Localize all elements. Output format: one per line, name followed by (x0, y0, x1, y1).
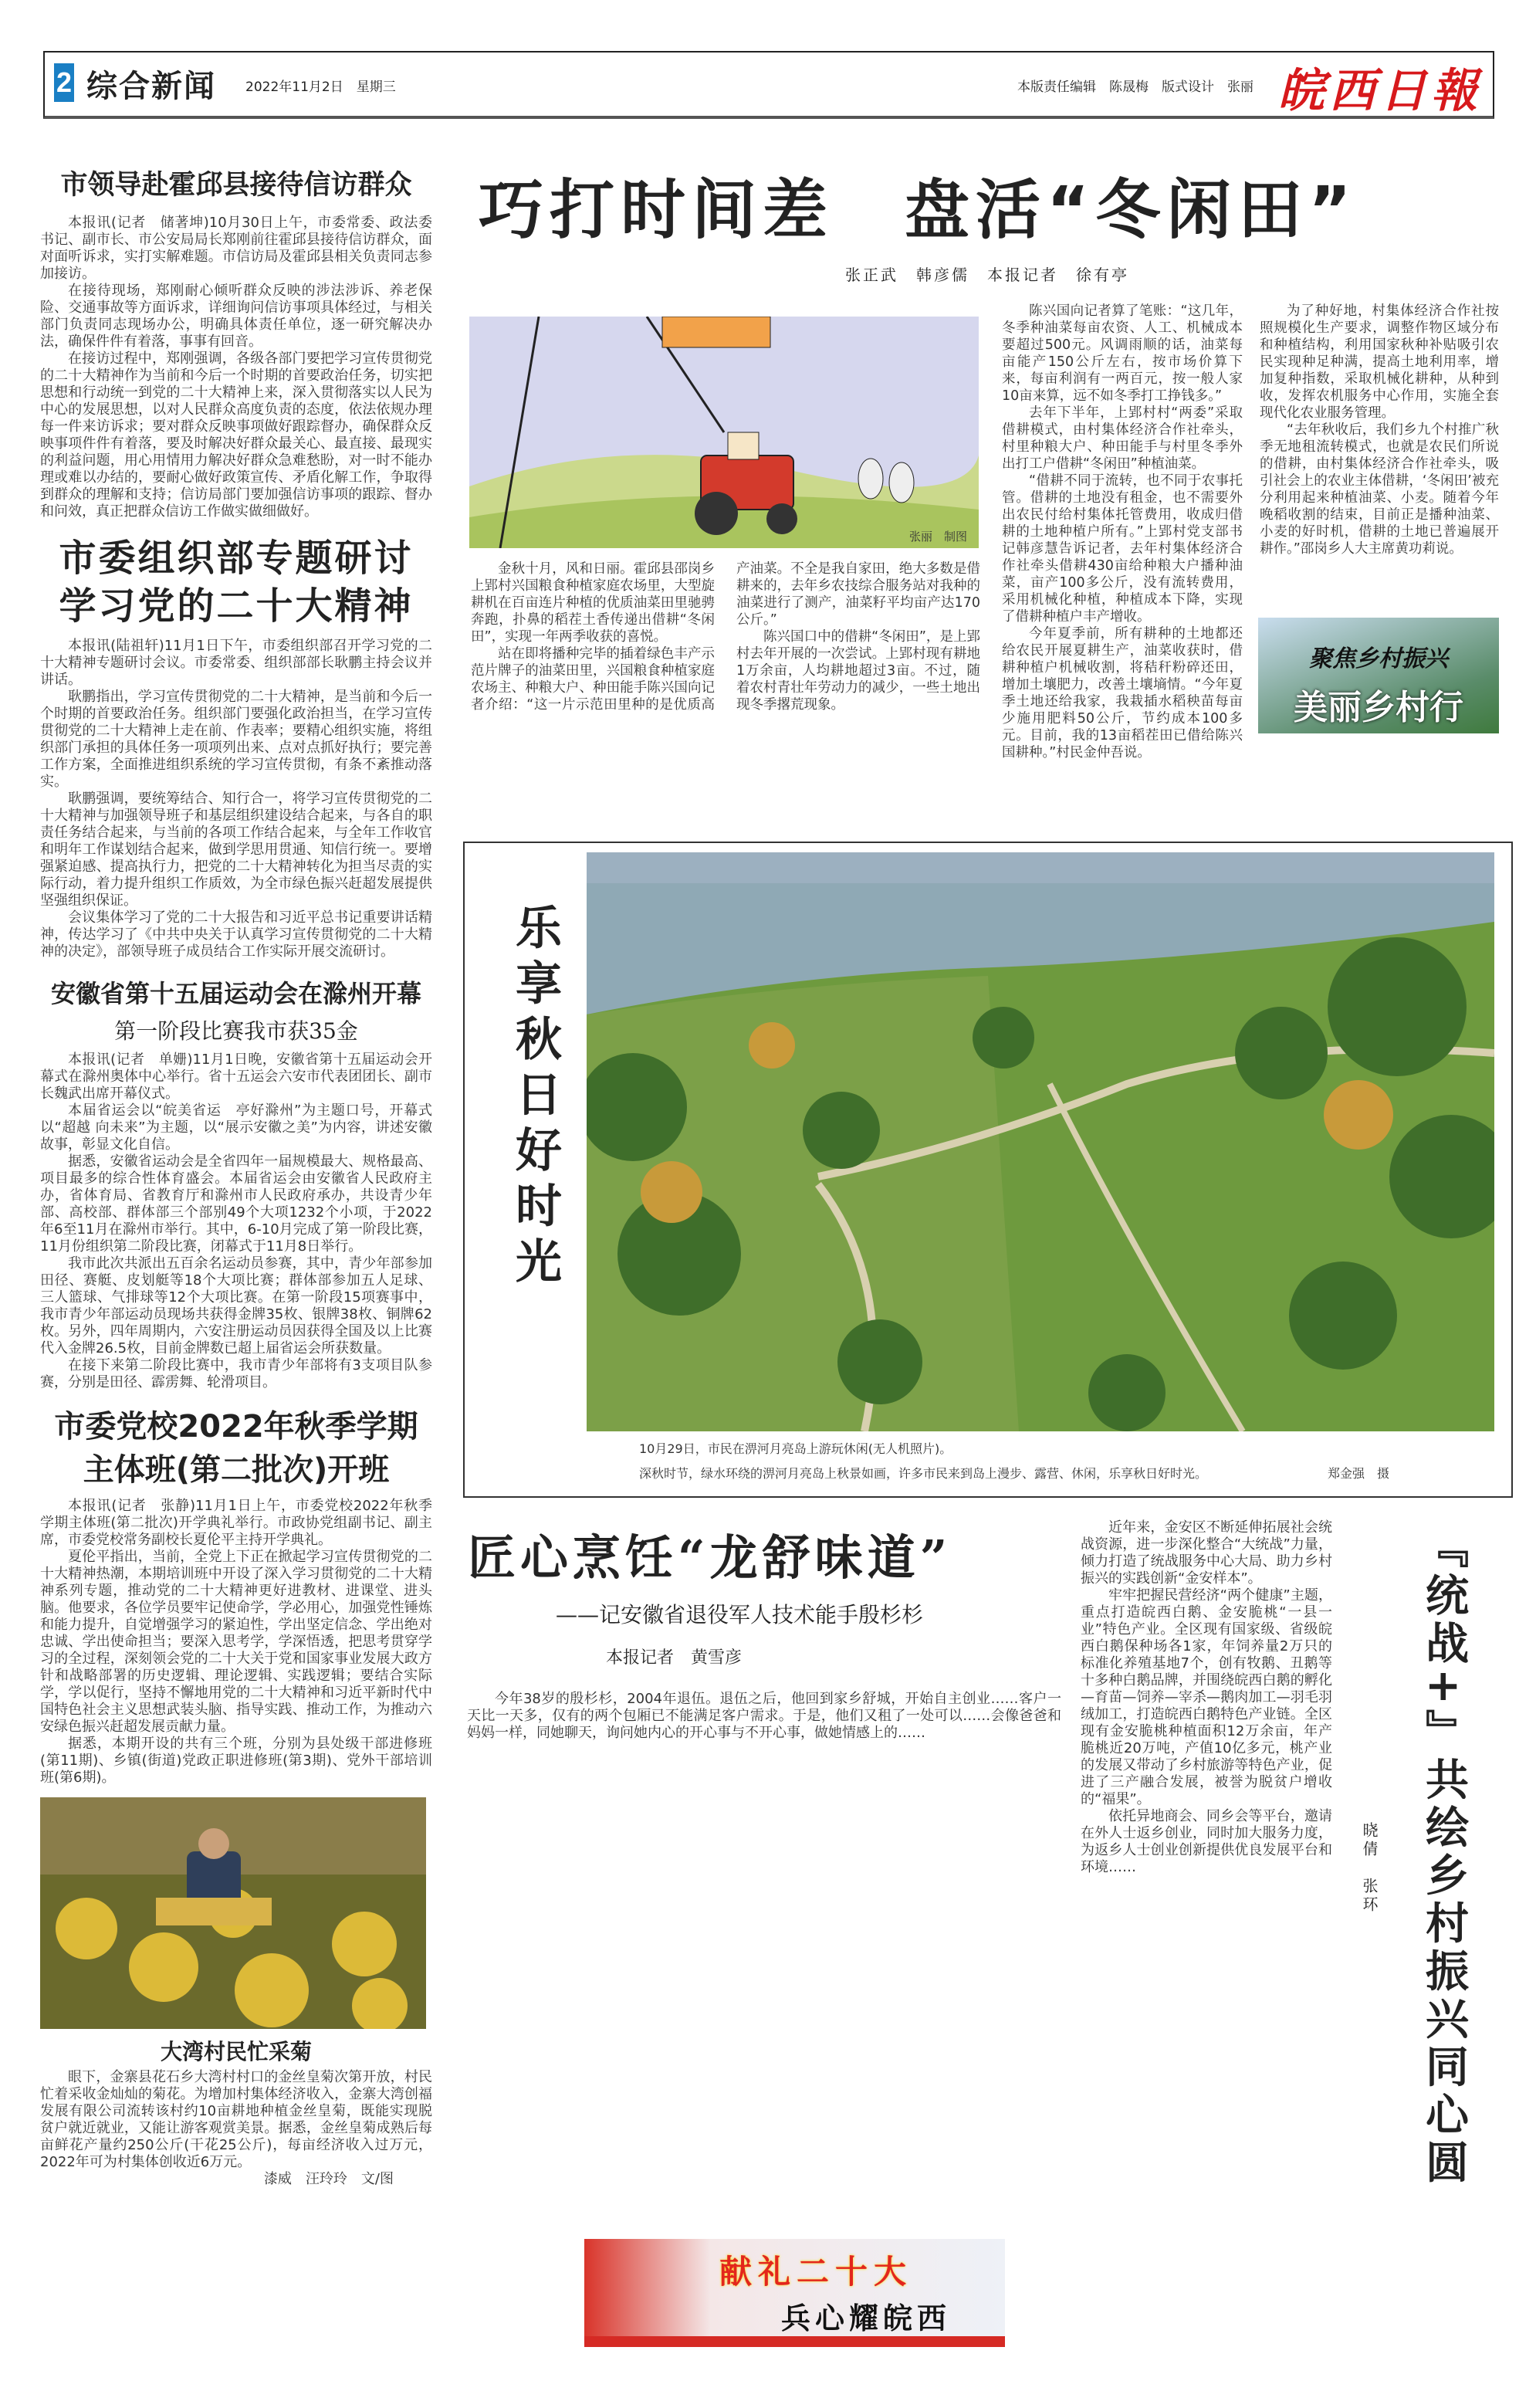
paragraph: 我市此次共派出五百余名运动员参赛，其中，青少年部参加田径、赛艇、皮划艇等18个大项比赛；群体部参加五人足球、三人篮球、气排球等12个大项比赛。在第一阶段15项赛事中，我市青少年部运动员现场共获得金牌35枚、银牌38枚、铜牌62枚。另外，四年周期内，六安注册运动员因获得全国及以上比赛代入金牌26.5枚，目前金牌数已超上届省运会所获数量。 (40, 1255, 432, 1356)
article5-subtitle: ——记安徽省退役军人技术能手殷杉杉 (556, 1602, 924, 1627)
lead-byline: 张正武 韩彦儒 本报记者 徐有亭 (845, 266, 1129, 284)
paragraph: 站在即将播种完毕的插着绿色丰产示范片牌子的油菜田里，兴国粮食种植家庭农场主、种粮大户、种田能手陈兴国向记者介绍：“这一片示范田里种的是优质高产油菜。不全是我自家田，绝大多数是借耕来的，去年乡农技综合服务站对我种的油菜进行了测产，油菜籽平均亩产达170公斤。” (471, 561, 980, 713)
paragraph: 本报讯(记者 单姗)11月1日晚，安徽省第十五届运动会开幕式在滁州奥体中心举行。省十五运会六安市代表团团长、副市长魏武出席开幕仪式。 (40, 1052, 432, 1102)
lead-body-part1 (471, 561, 980, 713)
article3-title: 安徽省第十五届运动会在滁州开幕 (50, 979, 421, 1008)
title-line: 主体班(第二批次)开班 (83, 1452, 390, 1488)
paragraph: 眼下，金寨县花石乡大湾村村口的金丝皇菊次第开放，村民忙着采收金灿灿的菊花。为增加村集体经济收入，金寨大湾创福发展有限公司流转该村约10亩耕地种植金丝皇菊，既能实现脱贫户就近就业，又能让游客观赏美景。据悉，金丝皇菊成熟后每亩鲜花产量约250公斤(干花25公斤)，每亩经济收入过万元，2022年可为村集体创收近6万元。 (40, 2069, 432, 2170)
banner-line1: 献礼二十大 (719, 2253, 913, 2291)
farming-cartoon (469, 317, 979, 548)
page-header (43, 51, 1494, 119)
photo-caption-line1: 10月29日，市民在淠河月亮岛上游玩休闲(无人机照片)。 (639, 1441, 952, 1456)
newspaper-logo: 皖西日報 (1278, 64, 1482, 118)
paragraph: 本报讯(陆祖轩)11月1日下午，市委组织部召开学习党的二十大精神专题研讨会议。市委常委、组织部部长耿鹏主持会议并讲话。 (40, 638, 432, 688)
article5-title: 匠心烹饪“龙舒味道” (468, 1529, 952, 1586)
paragraph: 去年下半年，上郢村村“两委”采取借耕模式，由村集体经济合作社牵头，村里种粮大户、种田能手与村里冬季外出打工户借耕“冬闲田”种植油菜。 (1002, 405, 1243, 472)
paragraph: 金秋十月，风和日丽。霍邱县邵岗乡上郢村兴国粮食种植家庭农场里，大型旋耕机在百亩连片种植的优质油菜田里驰骋奔跑，扑鼻的稻茬土香传递出借耕“冬闲田”，实现一年两季收获的喜悦。 (471, 561, 715, 645)
article1-body (40, 215, 432, 520)
banner-line1: 聚焦乡村振兴 (1309, 645, 1448, 672)
editors-credit: 本版责任编辑 陈晟梅 版式设计 张丽 (1017, 80, 1253, 95)
paragraph: 本届省运会以“皖美省运 亭好滁州”为主题口号，开幕式以“超越 向未来”为主题，以“展示安徽之美”为内容，讲述安徽故事，彰显文化自信。 (40, 1102, 432, 1153)
paragraph: 耿鹏强调，要统筹结合、知行合一，将学习宣传贯彻党的二十大精神与加强领导班子和基层组织建设结合起来，与各自的职责任务结合起来，与当前的各项工作结合起来，与全年工作收官和明年工作谋划结合起来，做到学思用贯通、知信行统一。要增强紧迫感、提高执行力，把党的二十大精神转化为担当尽责的实际行动，着力提升组织工作质效，为全市绿色振兴赶超发展提供坚强组织保证。 (40, 791, 432, 909)
lead-body-part2 (1002, 303, 1243, 761)
paragraph: 在接下来第二阶段比赛中，我市青少年部将有3支项目队参赛，分别是田径、霹雳舞、轮滑项目。 (40, 1357, 432, 1390)
paragraph: 陈兴国口中的借耕“冬闲田”，是上郢村去年开展的一次尝试。上郢村现有耕地1万余亩，人均耕地超过3亩。不过，随着农村青壮年劳动力的减少，一些土地出现冬季撂荒现象。 (736, 629, 980, 713)
article4-body (40, 1498, 432, 1787)
title-line: 市委组织部专题研讨 (59, 537, 414, 580)
article1-title: 市领导赴霍邱县接待信访群众 (60, 170, 412, 201)
paragraph: 依托异地商会、同乡会等平台，邀请在外人士返乡创业，同时加大服务力度，为返乡人士创业创新提供优良发展平台和环境…… (1081, 1808, 1332, 1875)
paragraph: 会议集体学习了党的二十大报告和习近平总书记重要讲话精神，传达学习了《中共中央关于认真学习宣传贯彻党的二十大精神的决定》，部领导班子成员结合工作实际开展交流研讨。 (40, 909, 432, 960)
paragraph: 本报讯(记者 张静)11月1日上午，市委党校2022年秋季学期主体班(第二批次)开学典礼举行。市政协党组副书记、副主席，市委党校常务副校长夏伦平主持开学典礼。 (40, 1498, 432, 1548)
paragraph: 夏伦平指出，当前，全党上下正在掀起学习宣传贯彻党的二十大精神热潮，本期培训班中开设了深入学习贯彻党的二十大精神系列专题，推动党的二十大精神更好进教材、进课堂、进头脑。他要求，各位学员要牢记使命学，学必用心，加强党性锤炼和能力提升，自觉增强学习的紧迫性，学出坚定信念、学出绝对忠诚、学出使命担当；要深入思考学，学深悟透，把思考贯穿学习的全过程，深刻领会党的二十大关于党和国家事业发展大政方针和战略部署的历史逻辑、理论逻辑、实践逻辑；要结合实际学，学以促行，坚持不懈地用党的二十大精神和习近平新时代中国特色社会主义思想武装头脑、指导实践、推动工作，为推动六安绿色振兴赶超发展贡献力量。 (40, 1549, 432, 1735)
banner-line2: 美丽乡村行 (1294, 688, 1463, 727)
title-line: 学习党的二十大精神 (59, 584, 414, 628)
paragraph: 牢牢把握民营经济“两个健康”主题，重点打造皖西白鹅、金安脆桃“一县一业”特色产业。全区现有国家级、省级皖西白鹅保种场各1家，年饲养量2万只的标准化养殖基地7个，创有牧鹅、丑鹅等十多种白鹅品牌，并围绕皖西白鹅的孵化—育苗—饲养—宰杀—鹅肉加工—羽毛羽绒加工，打造皖西白鹅特色产业链。全区现有金安脆桃种植面积12万余亩，年产脆桃近20万吨，产值10亿多元，桃产业的发展又带动了乡村旅游等特色产业，促进了三产融合发展，被誉为脱贫户增收的“福果”。 (1081, 1587, 1332, 1807)
article5-body (467, 1691, 1061, 1742)
paragraph: 耿鹏指出，学习宣传贯彻党的二十大精神，是当前和今后一个时期的首要政治任务。组织部门要强化政治担当，在学习宣传贯彻党的二十大精神上走在前、作表率；要精心组织实施，将组织部门承担的具体任务一项项列出来、点对点抓好执行；要完善工作方案，全面推进组织系统的学习宣传贯彻，有条不紊推动落实。 (40, 689, 432, 790)
moon-island-aerial-photo (587, 852, 1494, 1431)
rural-revitalization-banner (1258, 618, 1499, 733)
paragraph: 今年夏季前，所有耕种的土地都还给农民开展夏耕生产，油菜收获时，借耕种植户机械收割，将秸秆粉碎还田，增加土壤肥力，改善土壤墒情。“今年夏季土地还给我家，我栽插水稻秧苗每亩少施用肥料50公斤，节约成本100多元。目前，我的13亩稻茬田已借给陈兴国耕种。”村民金仲吾说。 (1002, 626, 1243, 760)
paragraph: 据悉，本期开设的共有三个班，分别为县处级干部进修班(第11期)、乡镇(街道)党政正职进修班(第3期)、党外干部培训班(第6期)。 (40, 1736, 432, 1786)
paragraph: 陈兴国向记者算了笔账：“这几年，冬季种油菜每亩农资、人工、机械成本要超过500元。风调雨顺的话，油菜每亩能产150公斤左右，按市场价算下来，每亩利润有一两百元，按一般人家10亩来算，远不如冬季打工挣钱多。” (1002, 303, 1243, 404)
photo-feature-title: 乐享秋日好时光 (508, 903, 562, 1292)
article2-body (40, 638, 432, 960)
article3-body (40, 1052, 432, 1391)
article3-subtitle: 第一阶段比赛我市获35金 (114, 1018, 358, 1044)
issue-date: 2022年11月2日 星期三 (245, 80, 396, 95)
article6-title: 『统战+』共绘乡村振兴同心圆 (1419, 1525, 1469, 2188)
photo-story-title: 大湾村民忙采菊 (160, 2039, 312, 2064)
article6-byline: 晓倩 张环 (1360, 1822, 1379, 1915)
banner-line2: 兵心耀皖西 (781, 2301, 952, 2335)
lead-title: 巧打时间差 盘活“冬闲田” (479, 172, 1358, 248)
paragraph: “去年秋收后，我们乡九个村推广秋季无地租流转模式，也就是农民们所说的借耕，由村集体经济合作社牵头，吸引社会上的农业主体借耕，‘冬闲田’被充分利用起来种植油菜、小麦。随着今年晚稻收割的结束，目前正是播种油菜、小麦的好时机，借耕的土地已普遍展开耕作。”邵岗乡人大主席黄功莉说。 (1260, 422, 1499, 557)
title-line: 市委党校2022年秋季学期 (54, 1409, 418, 1444)
chrysanthemum-harvest-photo (40, 1797, 426, 2029)
paragraph: 本报讯(记者 储著坤)10月30日上午，市委常委、政法委书记、副市长、市公安局局长郑刚前往霍邱县接待信访群众，面对面听诉求，实打实解难题。市信访局及霍邱县相关负责同志参加接访。 (40, 215, 432, 282)
article6-body (1081, 1519, 1332, 1876)
paragraph: 在接待现场，郑刚耐心倾听群众反映的涉法涉诉、养老保险、交通事故等方面诉求，详细询问信访事项具体经过，与相关部门负责同志现场办公，明确具体责任单位，逐一研究解决办法，确保件件有着落，事事有回音。 (40, 283, 432, 350)
paragraph: 今年38岁的殷杉杉，2004年退伍。退伍之后，他回到家乡舒城，开始自主创业……客户一天比一天多，仅有的两个包厢已不能满足客户需求。于是，他们又租了一处可以……会像爸爸和妈妈一样，同她聊天，询问她内心的开心事与不开心事，做她情感上的…… (467, 1691, 1061, 1741)
veterans-banner (584, 2239, 1005, 2347)
article4-title (40, 1405, 432, 1492)
photo-credit: 郑金强 摄 (1328, 1466, 1390, 1481)
photo-credit: 漆威 汪玲玲 文/图 (263, 2171, 394, 2187)
paragraph: 在接访过程中，郑刚强调，各级各部门要把学习宣传贯彻党的二十大精神作为当前和今后一个时期的首要政治任务，切实把思想和行动统一到党的二十大精神上来，深入贯彻落实以人民为中心的发展思想，以对人民群众高度负责的态度，依法依规办理每一件来访诉求；要对群众反映事项做好跟踪督办，确保群众反映事项件件有着落，要及时解决好群众最关心、最直接、最现实的利益问题，用心用情用力解决好群众急难愁盼，对一时不能办理或难以办结的，要耐心做好政策宣传、矛盾化解工作，争取得到群众的理解和支持；信访局部门要加强信访事项的跟踪、督办和问效，真正把群众信访工作做实做细做好。 (40, 351, 432, 520)
section-title: 综合新闻 (86, 69, 216, 104)
paragraph: 据悉，安徽省运动会是全省四年一届规模最大、规格最高、项目最多的综合性体育盛会。本届省运会由安徽省人民政府主办，省体育局、省教育厅和滁州市人民政府承办，共设青少年部、高校部、群体部三个部别49个大项1232个小项，于2022年6至11月在滁州市举行。其中，6-10月完成了第一阶段比赛，11月份组织第二阶段比赛，闭幕式于11月8日举行。 (40, 1153, 432, 1255)
article5-byline: 本报记者 黄雪彦 (606, 1648, 743, 1668)
cartoon-credit: 张丽 制图 (909, 530, 968, 544)
paragraph: 为了种好地，村集体经济合作社按照规模化生产要求，调整作物区域分布和种植结构，利用国家秋种补贴吸引农民实现种足种满，提高土地利用率，增加复种指数，采取机械化耕种，从种到收，发挥农机服务中心作用，实施全套现代化农业服务管理。 (1260, 303, 1499, 421)
photo-story-body (40, 2069, 432, 2188)
lead-body-part3 (1260, 303, 1499, 557)
article2-title (40, 534, 432, 630)
left-column (40, 164, 432, 2188)
photo-caption-line2: 深秋时节，绿水环绕的淠河月亮岛上秋景如画，许多市民来到岛上漫步、露营、休闲，乐享秋日好时光。 (639, 1466, 1208, 1481)
paragraph: “借耕不同于流转，也不同于农事托管。借耕的土地没有租金，也不需要外出农民付给村集体托管费用，收成归借耕的土地种植户所有。”上郢村党支部书记韩彦慧告诉记者，去年村集体经济合作社牵头借耕430亩给种粮大户播种油菜，亩产100多公斤，没有流转费用，采用机械化种植，种植成本下降，实现了借耕种植户丰产增收。 (1002, 473, 1243, 625)
paragraph: 近年来，金安区不断延伸拓展社会统战资源，进一步深化整合“大统战”力量，倾力打造了统战服务中心大局、助力乡村振兴的实践创新“金安样本”。 (1081, 1519, 1332, 1587)
page-number: 2 (54, 63, 74, 102)
